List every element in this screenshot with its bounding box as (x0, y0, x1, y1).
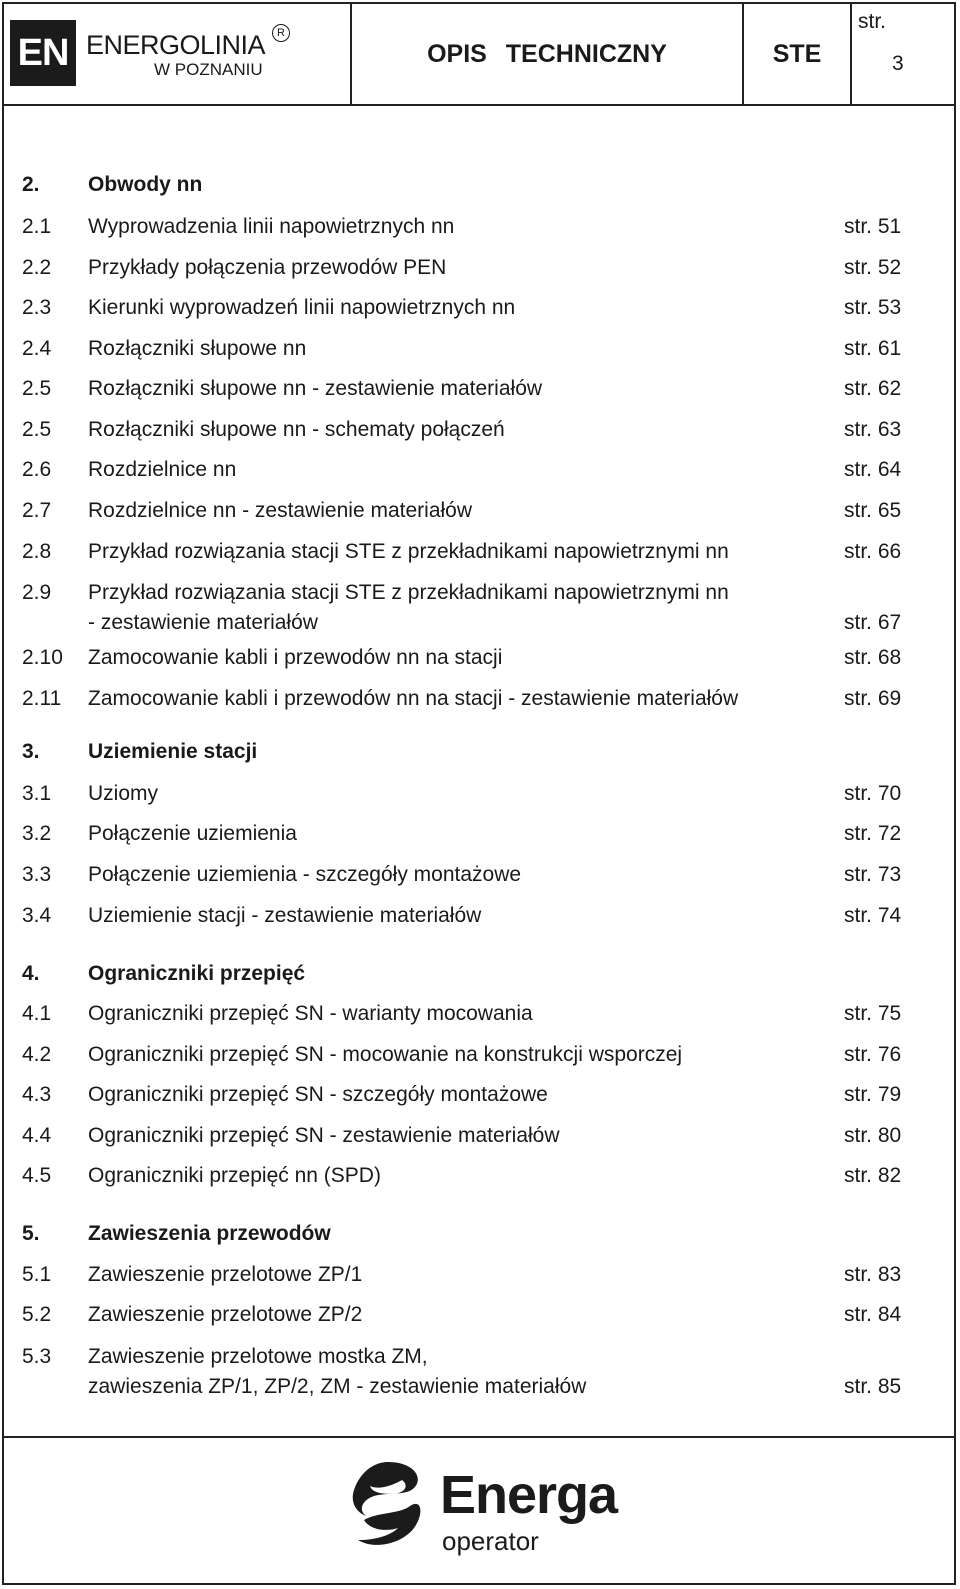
toc-number: 2.7 (22, 499, 52, 522)
toc-number: 2. (22, 173, 40, 196)
toc-title: Ograniczniki przepięć SN - szczegóły montażowe (88, 1083, 548, 1106)
toc-number: 2.8 (22, 540, 52, 563)
table-of-contents (4, 4, 954, 1434)
toc-number: 2.6 (22, 458, 52, 481)
toc-page-ref: str. 74 (844, 904, 902, 927)
toc-page-ref: str. 73 (844, 863, 902, 886)
energa-operator-logo (344, 1456, 624, 1566)
toc-page-ref: str. 85 (844, 1375, 902, 1398)
toc-number: 5.2 (22, 1303, 52, 1326)
toc-title: Wyprowadzenia linii napowietrznych nn (88, 215, 455, 238)
toc-page-ref: str. 65 (844, 499, 902, 522)
toc-number: 3.2 (22, 822, 52, 845)
toc-page-ref: str. 62 (844, 377, 902, 400)
toc-title-continued: zawieszenia ZP/1, ZP/2, ZM - zestawienie materiałów (88, 1375, 587, 1398)
page-frame (2, 2, 956, 1585)
toc-page-ref: str. 75 (844, 1002, 902, 1025)
toc-page-ref: str. 70 (844, 782, 902, 805)
toc-title: Rozłączniki słupowe nn - zestawienie materiałów (88, 377, 543, 400)
toc-number: 3.3 (22, 863, 52, 886)
document-title: OPIS TECHNICZNY (427, 40, 667, 68)
toc-number: 2.1 (22, 215, 52, 238)
toc-page-ref: str. 69 (844, 687, 902, 710)
toc-title: Uziemienie stacji - zestawienie materiałów (88, 904, 482, 927)
toc-number: 4.4 (22, 1124, 52, 1147)
toc-title: Uziomy (88, 782, 159, 805)
toc-title: Rozdzielnice nn - zestawienie materiałów (88, 499, 473, 522)
toc-page-ref: str. 68 (844, 646, 902, 669)
toc-page-ref: str. 79 (844, 1083, 902, 1106)
toc-title: Przykład rozwiązania stacji STE z przekładnikami napowietrznymi nn (88, 581, 729, 604)
energa-swirl-icon (344, 1456, 434, 1556)
toc-number: 5.1 (22, 1263, 52, 1286)
toc-title: Ograniczniki przepięć SN - zestawienie materiałów (88, 1124, 560, 1147)
brand-subtitle: operator (442, 1526, 539, 1556)
company-name: ENERGOLINIA (86, 30, 266, 60)
toc-title: Zawieszenia przewodów (88, 1222, 331, 1245)
toc-page-ref: str. 53 (844, 296, 902, 319)
toc-page-ref: str. 51 (844, 215, 902, 238)
toc-number: 3.1 (22, 782, 52, 805)
toc-title: Połączenie uziemienia - szczegóły montażowe (88, 863, 522, 886)
toc-number: 2.5 (22, 418, 52, 441)
toc-title: Obwody nn (88, 173, 203, 196)
toc-title: Połączenie uziemienia (88, 822, 297, 845)
toc-title: Zawieszenie przelotowe ZP/1 (88, 1263, 363, 1286)
toc-title: Zamocowanie kabli i przewodów nn na stacji - zestawienie materiałów (88, 687, 739, 710)
toc-number: 2.11 (22, 687, 62, 710)
toc-number: 2.4 (22, 337, 52, 360)
en-logo: EN (10, 20, 76, 86)
toc-number: 4.1 (22, 1002, 52, 1025)
toc-number: 2.3 (22, 296, 52, 319)
toc-page-ref: str. 63 (844, 418, 902, 441)
toc-page-ref: str. 66 (844, 540, 902, 563)
document-code: STE (772, 40, 822, 68)
toc-title-continued: - zestawienie materiałów (88, 611, 318, 634)
toc-number: 4.3 (22, 1083, 52, 1106)
toc-page-ref: str. 83 (844, 1263, 902, 1286)
toc-number: 2.9 (22, 581, 52, 604)
toc-title: Kierunki wyprowadzeń linii napowietrznych nn (88, 296, 516, 319)
brand-name: Energa (440, 1465, 618, 1525)
toc-number: 3. (22, 740, 40, 763)
page-number: 3 (892, 52, 904, 75)
toc-title: Rozłączniki słupowe nn (88, 337, 307, 360)
toc-page-ref: str. 76 (844, 1043, 902, 1066)
toc-title: Zamocowanie kabli i przewodów nn na stacji (88, 646, 503, 669)
footer-divider (4, 1436, 954, 1438)
toc-page-ref: str. 84 (844, 1303, 902, 1326)
toc-number: 5.3 (22, 1345, 52, 1368)
toc-title: Uziemienie stacji (88, 740, 258, 763)
toc-title: Przykład rozwiązania stacji STE z przekładnikami napowietrznymi nn (88, 540, 729, 563)
registered-mark-icon: R (272, 24, 290, 42)
toc-number: 2.10 (22, 646, 63, 669)
toc-number: 2.5 (22, 377, 52, 400)
toc-page-ref: str. 82 (844, 1164, 902, 1187)
toc-title: Ograniczniki przepięć SN - mocowanie na konstrukcji wsporczej (88, 1043, 683, 1066)
toc-title: Zawieszenie przelotowe ZP/2 (88, 1303, 363, 1326)
toc-title: Przykłady połączenia przewodów PEN (88, 256, 447, 279)
toc-number: 4.5 (22, 1164, 52, 1187)
toc-page-ref: str. 67 (844, 611, 902, 634)
toc-title: Rozdzielnice nn (88, 458, 237, 481)
page-label: str. (858, 10, 887, 33)
toc-title: Ograniczniki przepięć nn (SPD) (88, 1164, 381, 1187)
toc-title: Rozłączniki słupowe nn - schematy połączeń (88, 418, 505, 441)
company-location: W POZNANIU (154, 60, 263, 79)
toc-title: Zawieszenie przelotowe mostka ZM, (88, 1345, 428, 1368)
toc-number: 2.2 (22, 256, 52, 279)
toc-number: 4.2 (22, 1043, 52, 1066)
toc-page-ref: str. 52 (844, 256, 902, 279)
toc-title: Ograniczniki przepięć (88, 962, 306, 985)
toc-number: 4. (22, 962, 40, 985)
toc-page-ref: str. 64 (844, 458, 902, 481)
toc-page-ref: str. 61 (844, 337, 902, 360)
toc-number: 5. (22, 1222, 40, 1245)
toc-number: 3.4 (22, 904, 52, 927)
toc-title: Ograniczniki przepięć SN - warianty mocowania (88, 1002, 533, 1025)
toc-page-ref: str. 80 (844, 1124, 902, 1147)
toc-page-ref: str. 72 (844, 822, 902, 845)
